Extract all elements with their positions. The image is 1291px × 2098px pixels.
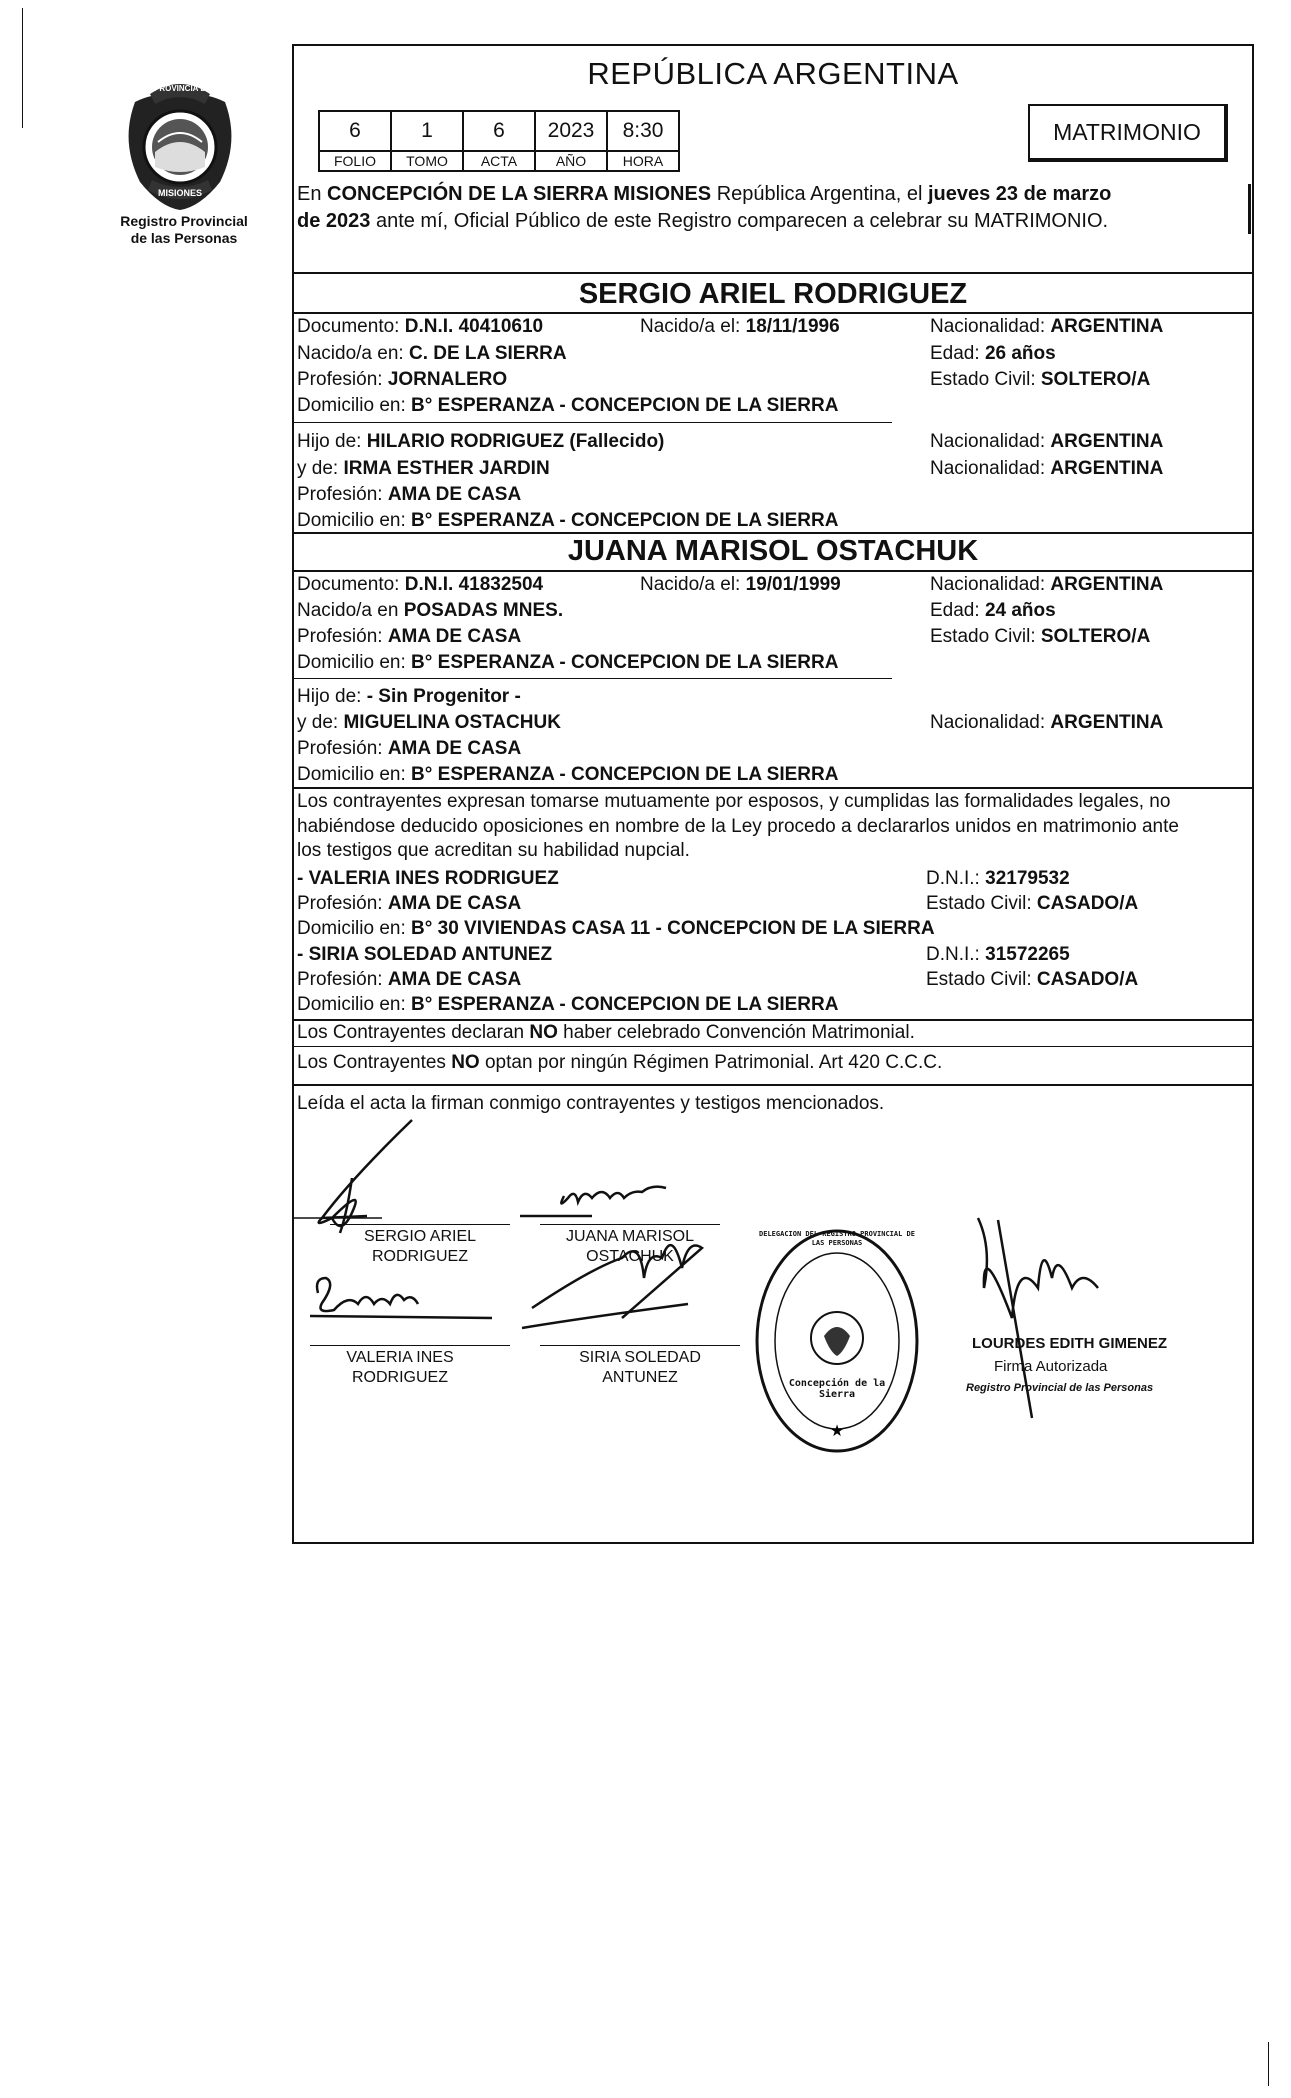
witness-1-address: Domicilio en: B° 30 VIVIENDAS CASA 11 - CONCEPCION DE LA SIERRA — [297, 918, 935, 939]
divider — [292, 787, 1254, 789]
witness-2-civil-status: Estado Civil: CASADO/A — [926, 969, 1139, 990]
seal-text-bottom: MISIONES — [158, 188, 203, 198]
folio-value: 6 — [319, 111, 391, 151]
bride-birthplace: Nacido/a en POSADAS MNES. — [297, 600, 564, 621]
bride-signature — [520, 1187, 666, 1216]
witness-1-name: - VALERIA INES RODRIGUEZ — [297, 868, 559, 889]
country-title: REPÚBLICA ARGENTINA — [587, 56, 959, 91]
groom-mother-nationality: Nacionalidad: ARGENTINA — [930, 458, 1164, 479]
margin-mark — [22, 8, 23, 128]
declaration-line-2: habiéndose deducido oposiciones en nombre de la Ley procedo a declararlos unidos en matrimonio ante — [297, 816, 1179, 837]
divider — [292, 272, 1254, 274]
officer-title: Firma Autorizada — [994, 1358, 1108, 1375]
bride-father: Hijo de: - Sin Progenitor - — [297, 686, 521, 707]
official-stamp — [752, 1226, 922, 1456]
tomo-value: 1 — [391, 111, 463, 151]
declaration-line-3: los testigos que acreditan su habilidad nupcial. — [297, 840, 690, 861]
witness-1-signature-name-1: VALERIA INES — [346, 1349, 454, 1366]
witness-2-address: Domicilio en: B° ESPERANZA - CONCEPCION DE LA SIERRA — [297, 994, 839, 1015]
signature-line — [330, 1224, 510, 1225]
divider — [292, 678, 892, 679]
convention-line-2: Los Contrayentes NO optan por ningún Régimen Patrimonial. Art 420 C.C.C. — [297, 1052, 943, 1073]
groom-document: Documento: D.N.I. 40410610 — [297, 316, 544, 337]
logo-caption-2: de las Personas — [130, 230, 238, 246]
closing-text: Leída el acta la firman conmigo contrayentes y testigos mencionados. — [297, 1093, 885, 1114]
anio-value: 2023 — [535, 111, 607, 151]
groom-profession: Profesión: JORNALERO — [297, 369, 508, 390]
seal-text-top: PROVINCIA DE — [154, 84, 212, 93]
signature-line — [540, 1345, 740, 1346]
margin-mark-bottom — [1268, 2042, 1269, 2086]
svg-text:★: ★ — [829, 1421, 845, 1440]
groom-father-nationality: Nacionalidad: ARGENTINA — [930, 431, 1164, 452]
stamp-ring-text: DELEGACION DEL REGISTRO PROVINCIAL DE LAS PERSONAS — [759, 1230, 915, 1247]
bride-birthdate: Nacido/a el: 19/01/1999 — [640, 574, 841, 595]
groom-birthdate: Nacido/a el: 18/11/1996 — [640, 316, 840, 337]
witness-2-profession: Profesión: AMA DE CASA — [297, 969, 522, 990]
act-date: jueves 23 de marzo — [927, 183, 1112, 205]
bride-profession: Profesión: AMA DE CASA — [297, 626, 522, 647]
bride-address: Domicilio en: B° ESPERANZA - CONCEPCION DE LA SIERRA — [297, 652, 839, 673]
groom-signature-name-2: RODRIGUEZ — [372, 1248, 468, 1265]
registry-table — [318, 110, 680, 172]
hora-label: HORA — [607, 151, 679, 171]
bride-signature-name-1: JUANA MARISOL — [565, 1228, 695, 1245]
convention-line-1: Los Contrayentes declaran NO haber celebrado Convención Matrimonial. — [297, 1022, 915, 1043]
signature-line — [310, 1345, 510, 1346]
bride-mother: y de: MIGUELINA OSTACHUK — [297, 712, 561, 733]
officer-name: LOURDES EDITH GIMENEZ — [972, 1335, 1168, 1352]
groom-signature — [319, 1120, 412, 1233]
witness-1-civil-status: Estado Civil: CASADO/A — [926, 893, 1139, 914]
groom-civil-status: Estado Civil: SOLTERO/A — [930, 369, 1151, 390]
stamp-center-text: Concepción de la Sierra — [788, 1378, 886, 1400]
intro-right-mark — [1248, 184, 1251, 234]
bride-document: Documento: D.N.I. 41832504 — [297, 574, 544, 595]
divider — [292, 312, 1254, 314]
place: CONCEPCIÓN DE LA SIERRA MISIONES — [327, 183, 712, 205]
divider — [292, 532, 1254, 534]
groom-mother: y de: IRMA ESTHER JARDIN — [297, 458, 550, 479]
witness-2-dni: D.N.I.: 31572265 — [926, 944, 1070, 965]
groom-address: Domicilio en: B° ESPERANZA - CONCEPCION DE LA SIERRA — [297, 395, 839, 416]
signature-line — [540, 1224, 720, 1225]
divider — [292, 1019, 1254, 1021]
act-type-box — [1028, 104, 1228, 162]
witness-2-signature-name-1: SIRIA SOLEDAD — [579, 1349, 701, 1366]
groom-name: SERGIO ARIEL RODRIGUEZ — [578, 278, 968, 310]
divider — [292, 1084, 1254, 1086]
witness-1-dni: D.N.I.: 32179532 — [926, 868, 1070, 889]
bride-parent-profession: Profesión: AMA DE CASA — [297, 738, 522, 759]
divider — [292, 570, 1254, 572]
act-type: MATRIMONIO — [1053, 119, 1201, 145]
tomo-label: TOMO — [391, 151, 463, 171]
witness-1-signature — [310, 1278, 492, 1318]
act-year: de 2023 — [297, 210, 371, 232]
folio-label: FOLIO — [319, 151, 391, 171]
declaration-line-1: Los contrayentes expresan tomarse mutuamente por esposos, y cumplidas las formalidades legales, no — [297, 791, 1171, 812]
bride-age: Edad: 24 años — [930, 600, 1056, 621]
bride-mother-nationality: Nacionalidad: ARGENTINA — [930, 712, 1164, 733]
witness-1-profession: Profesión: AMA DE CASA — [297, 893, 522, 914]
witness-1-signature-name-2: RODRIGUEZ — [352, 1369, 448, 1386]
stamp-seal-icon — [752, 1226, 922, 1456]
anio-label: AÑO — [535, 151, 607, 171]
provincial-logo — [110, 72, 250, 212]
bride-signature-name-2: OSTACHUK — [586, 1248, 674, 1265]
logo-caption-1: Registro Provincial — [120, 213, 248, 229]
bride-nationality: Nacionalidad: ARGENTINA — [930, 574, 1164, 595]
intro-line-1: En CONCEPCIÓN DE LA SIERRA MISIONES República Argentina, el jueves 23 de marzo — [297, 183, 1112, 205]
groom-parent-profession: Profesión: AMA DE CASA — [297, 484, 522, 505]
divider — [292, 1046, 1254, 1047]
witness-2-name: - SIRIA SOLEDAD ANTUNEZ — [297, 944, 553, 965]
acta-value: 6 — [463, 111, 535, 151]
acta-label: ACTA — [463, 151, 535, 171]
bride-name: JUANA MARISOL OSTACHUK — [567, 535, 979, 567]
groom-signature-name-1: SERGIO ARIEL — [363, 1228, 477, 1245]
groom-father: Hijo de: HILARIO RODRIGUEZ (Fallecido) — [297, 431, 665, 452]
witness-2-signature-name-2: ANTUNEZ — [602, 1369, 678, 1386]
groom-age: Edad: 26 años — [930, 343, 1056, 364]
hora-value: 8:30 — [607, 111, 679, 151]
bride-civil-status: Estado Civil: SOLTERO/A — [930, 626, 1151, 647]
groom-nationality: Nacionalidad: ARGENTINA — [930, 316, 1164, 337]
divider — [292, 422, 892, 423]
groom-birthplace: Nacido/a en: C. DE LA SIERRA — [297, 343, 567, 364]
officer-org: Registro Provincial de las Personas — [966, 1382, 1154, 1394]
intro-line-2: de 2023 ante mí, Oficial Público de este Registro comparecen a celebrar su MATRIMONIO. — [297, 210, 1109, 232]
groom-parent-address: Domicilio en: B° ESPERANZA - CONCEPCION DE LA SIERRA — [297, 510, 839, 531]
bride-parent-address: Domicilio en: B° ESPERANZA - CONCEPCION DE LA SIERRA — [297, 764, 839, 785]
